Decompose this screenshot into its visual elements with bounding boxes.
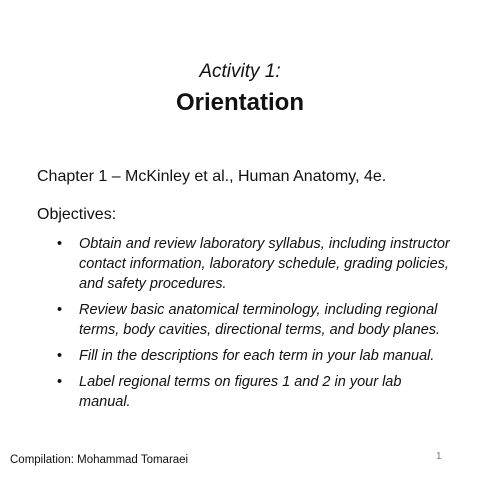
objective-text: Obtain and review laboratory syllabus, including instructor contact information, laboratory schedule, grading policies, and safety procedures. <box>79 236 450 292</box>
objectives-heading: Objectives: <box>37 206 117 223</box>
slide-subtitle: Activity 1: <box>199 61 281 82</box>
objective-text: Label regional terms on figures 1 and 2 in your lab manual. <box>79 374 402 410</box>
bullet-icon: • <box>57 348 63 364</box>
page-number: 1 <box>436 451 442 462</box>
bullet-icon: • <box>57 236 63 252</box>
objective-text: Review basic anatomical terminology, including regional terms, body cavities, directional terms, and body planes. <box>79 302 441 338</box>
bullet-icon: • <box>57 374 63 390</box>
objective-item <box>37 372 457 412</box>
footer-credit: Compilation: Mohammad Tomaraei <box>10 454 189 466</box>
chapter-reference: Chapter 1 – McKinley et al., Human Anatomy, 4e. <box>37 168 387 185</box>
objective-text: Fill in the descriptions for each term in your lab manual. <box>79 348 435 364</box>
objectives-list <box>37 234 457 418</box>
bullet-icon: • <box>57 302 63 318</box>
objective-item <box>37 300 457 340</box>
objective-item <box>37 234 457 294</box>
objective-item <box>37 346 457 366</box>
slide-title: Orientation <box>175 89 304 116</box>
